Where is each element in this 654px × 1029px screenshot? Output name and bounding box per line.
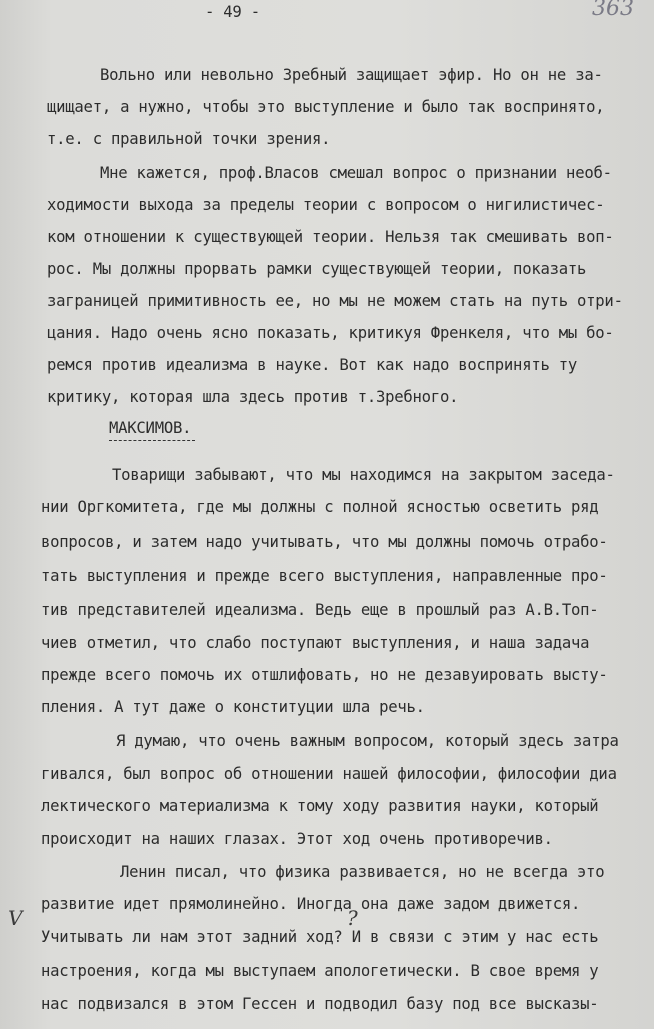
text-line: тать выступления и прежде всего выступления, направленные про-: [41, 567, 608, 585]
text-line: Товарищи забывают, что мы находимся на закрытом заседа-: [112, 466, 615, 484]
text-line: развитие идет прямолинейно. Иногда она даже задом движется.: [41, 895, 581, 913]
text-line: гивался, был вопрос об отношении нашей философии, философии диа: [41, 765, 617, 783]
text-line: чиев отметил, что слабо поступают выступления, и наша задача: [41, 634, 590, 652]
text-line: Вольно или невольно Зребный защищает эфир. Но он не за-: [100, 66, 603, 84]
text-line: Учитывать ли нам этот задний ход? И в связи с этим у нас есть: [41, 928, 599, 946]
text-line: критику, которая шла здесь против т.Зребного.: [47, 388, 459, 406]
margin-check-mark: V: [8, 906, 23, 930]
archive-page-number: 363: [592, 0, 634, 21]
text-line: ремся против идеализма в науке. Вот как надо воспринять ту: [47, 356, 578, 374]
speaker-underline: [109, 440, 195, 441]
text-line: лектического материализма к тому ходу развития науки, который: [41, 797, 599, 815]
text-line: пления. А тут даже о конституции шла речь.: [41, 698, 425, 716]
text-line: ком отношении к существующей теории. Нельзя так смешивать воп-: [47, 228, 614, 246]
text-line: щищает, а нужно, чтобы это выступление и было так воспринято,: [47, 98, 605, 116]
text-line: заграницей примитивность ее, но мы не можем стать на путь отри-: [47, 292, 623, 310]
text-line: нии Оргкомитета, где мы должны с полной ясностью осветить ряд: [41, 498, 599, 516]
text-line: вопросов, и затем надо учитывать, что мы должны помочь отрабо-: [41, 533, 608, 551]
text-line: нас подвизался в этом Гессен и подводил базу под все высказы-: [41, 995, 599, 1013]
text-line: ходимости выхода за пределы теории с вопросом о нигилистичес-: [47, 196, 605, 214]
speaker-name: МАКСИМОВ.: [109, 419, 192, 437]
text-line: тив представителей идеализма. Ведь еще в прошлый раз А.В.Топ-: [41, 601, 599, 619]
page-number: - 49 -: [205, 3, 260, 21]
text-line: Я думаю, что очень важным вопросом, который здесь затра: [116, 732, 619, 750]
text-line: прежде всего помочь их отшлифовать, но не дезавуировать высту-: [41, 666, 608, 684]
text-line: Мне кажется, проф.Власов смешал вопрос о признании необ-: [100, 164, 612, 182]
text-line: цания. Надо очень ясно показать, критикуя Френкеля, что мы бо-: [47, 324, 614, 342]
handwritten-question-mark: ?: [347, 906, 358, 930]
text-line: настроения, когда мы выступаем апологетически. В свое время у: [41, 962, 599, 980]
text-line: т.е. с правильной точки зрения.: [47, 130, 331, 148]
text-line: Ленин писал, что физика развивается, но не всегда это: [120, 863, 605, 881]
text-line: происходит на наших глазах. Этот ход очень противоречив.: [41, 830, 553, 848]
text-line: рос. Мы должны прорвать рамки существующей теории, показать: [47, 260, 587, 278]
